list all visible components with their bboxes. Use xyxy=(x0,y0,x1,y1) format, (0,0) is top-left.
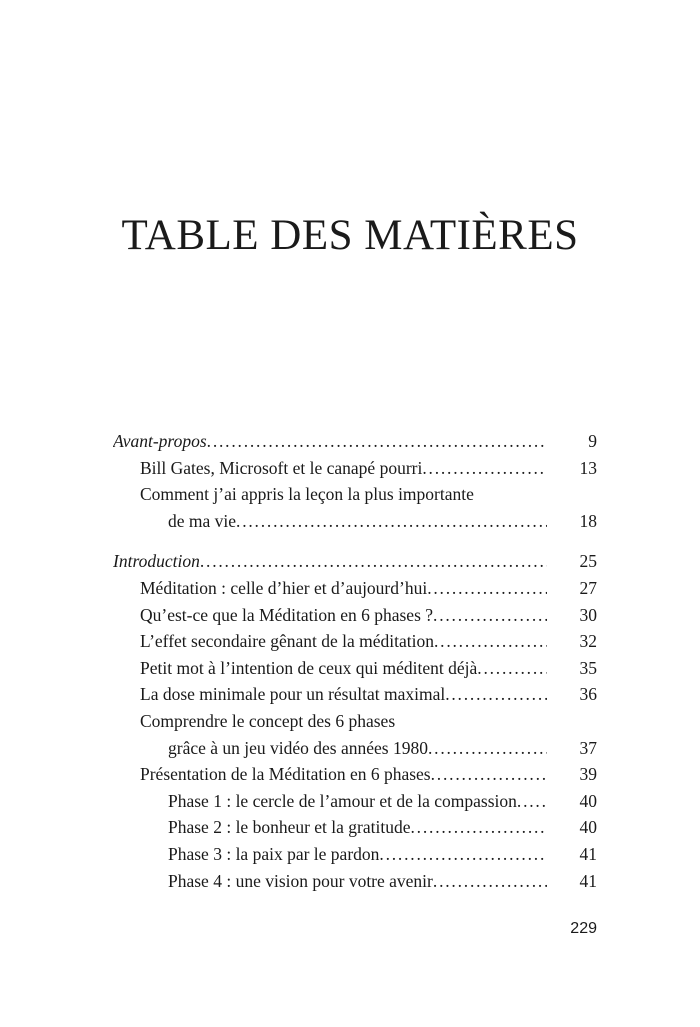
toc-page-number: 41 xyxy=(579,870,597,891)
toc-page-number: 13 xyxy=(579,457,597,478)
toc-entry-label: Petit mot à l’intention de ceux qui méditent déjà xyxy=(140,657,478,678)
toc-entry-label: Introduction xyxy=(113,551,200,572)
toc-entry-introduction xyxy=(113,548,597,575)
toc-entry-meditation-hier xyxy=(113,575,597,602)
dot-leader xyxy=(422,455,547,482)
dot-leader xyxy=(200,548,547,575)
toc-entry-effet xyxy=(113,628,597,655)
toc-entry-label: L’effet secondaire gênant de la méditation xyxy=(140,631,434,652)
toc-entry-bill-gates xyxy=(113,455,597,482)
dot-leader xyxy=(379,841,547,868)
toc-page-number: 40 xyxy=(579,790,597,811)
toc-page-number: 18 xyxy=(579,510,597,531)
dot-leader xyxy=(428,735,547,762)
toc-entry-label: Méditation : celle d’hier et d’aujourd’hui xyxy=(140,577,428,598)
toc-entry-phase1 xyxy=(113,788,597,815)
dot-leader xyxy=(411,814,548,841)
dot-leader xyxy=(433,868,547,895)
page-number: 229 xyxy=(570,920,597,937)
toc-entry-concept-line1 xyxy=(113,708,597,735)
dot-leader xyxy=(477,655,547,682)
toc-page-number: 27 xyxy=(579,577,597,598)
toc-entry-label: Comprendre le concept des 6 phases xyxy=(140,710,396,731)
toc-entry-label: Phase 3 : la paix par le pardon xyxy=(168,843,380,864)
toc-entry-label: La dose minimale pour un résultat maximal xyxy=(140,684,446,705)
toc-entry-phase2 xyxy=(113,814,597,841)
dot-leader xyxy=(445,681,547,708)
toc-entry-dose xyxy=(113,681,597,708)
toc-entry-petit-mot xyxy=(113,655,597,682)
toc-entry-label: Phase 2 : le bonheur et la gratitude xyxy=(168,817,411,838)
toc-entry-label: Avant-propos xyxy=(113,431,207,451)
dot-leader xyxy=(433,602,547,629)
dot-leader xyxy=(427,575,547,602)
toc-page-number: 32 xyxy=(579,631,597,652)
toc-entry-label: de ma vie xyxy=(168,510,237,531)
dot-leader xyxy=(434,628,547,655)
toc-page-number: 39 xyxy=(579,764,597,785)
toc-entry-label: Phase 4 : une vision pour votre avenir xyxy=(168,870,433,891)
dot-leader xyxy=(431,761,547,788)
toc-page-number: 25 xyxy=(579,551,597,572)
toc-page-number: 35 xyxy=(579,657,597,678)
toc-entry-lecon-line2 xyxy=(113,508,597,535)
toc-entry-label: Bill Gates, Microsoft et le canapé pourri xyxy=(140,457,423,478)
toc-page-number: 40 xyxy=(579,817,597,838)
toc-entry-label: Qu’est-ce que la Méditation en 6 phases ? xyxy=(140,604,434,625)
toc-entry-phase3 xyxy=(113,841,597,868)
toc-entry-phase4 xyxy=(113,868,597,895)
toc-entry-label: grâce à un jeu vidéo des années 1980 xyxy=(168,737,428,758)
toc-entry-label: Comment j’ai appris la leçon la plus importante xyxy=(140,484,474,505)
dot-leader xyxy=(517,788,547,815)
toc-entry-concept-line2 xyxy=(113,735,597,762)
toc-entry-avant-propos xyxy=(113,428,597,455)
toc-page-number: 36 xyxy=(579,684,597,705)
toc-entry-label: Présentation de la Méditation en 6 phases xyxy=(140,764,431,785)
toc-entry-quest-ce xyxy=(113,602,597,629)
toc-page-number: 30 xyxy=(579,604,597,625)
toc-entry-presentation xyxy=(113,761,597,788)
dot-leader xyxy=(207,428,547,455)
toc-page-number: 9 xyxy=(588,431,597,451)
toc-entry-lecon-line1 xyxy=(113,481,597,508)
table-of-contents xyxy=(113,428,597,894)
toc-entry-label: Phase 1 : le cercle de l’amour et de la compassion xyxy=(168,790,517,811)
page-title: TABLE DES MATIÈRES xyxy=(121,212,579,259)
dot-leader xyxy=(236,508,547,535)
toc-page-number: 41 xyxy=(579,843,597,864)
toc-page-number: 37 xyxy=(579,737,597,758)
